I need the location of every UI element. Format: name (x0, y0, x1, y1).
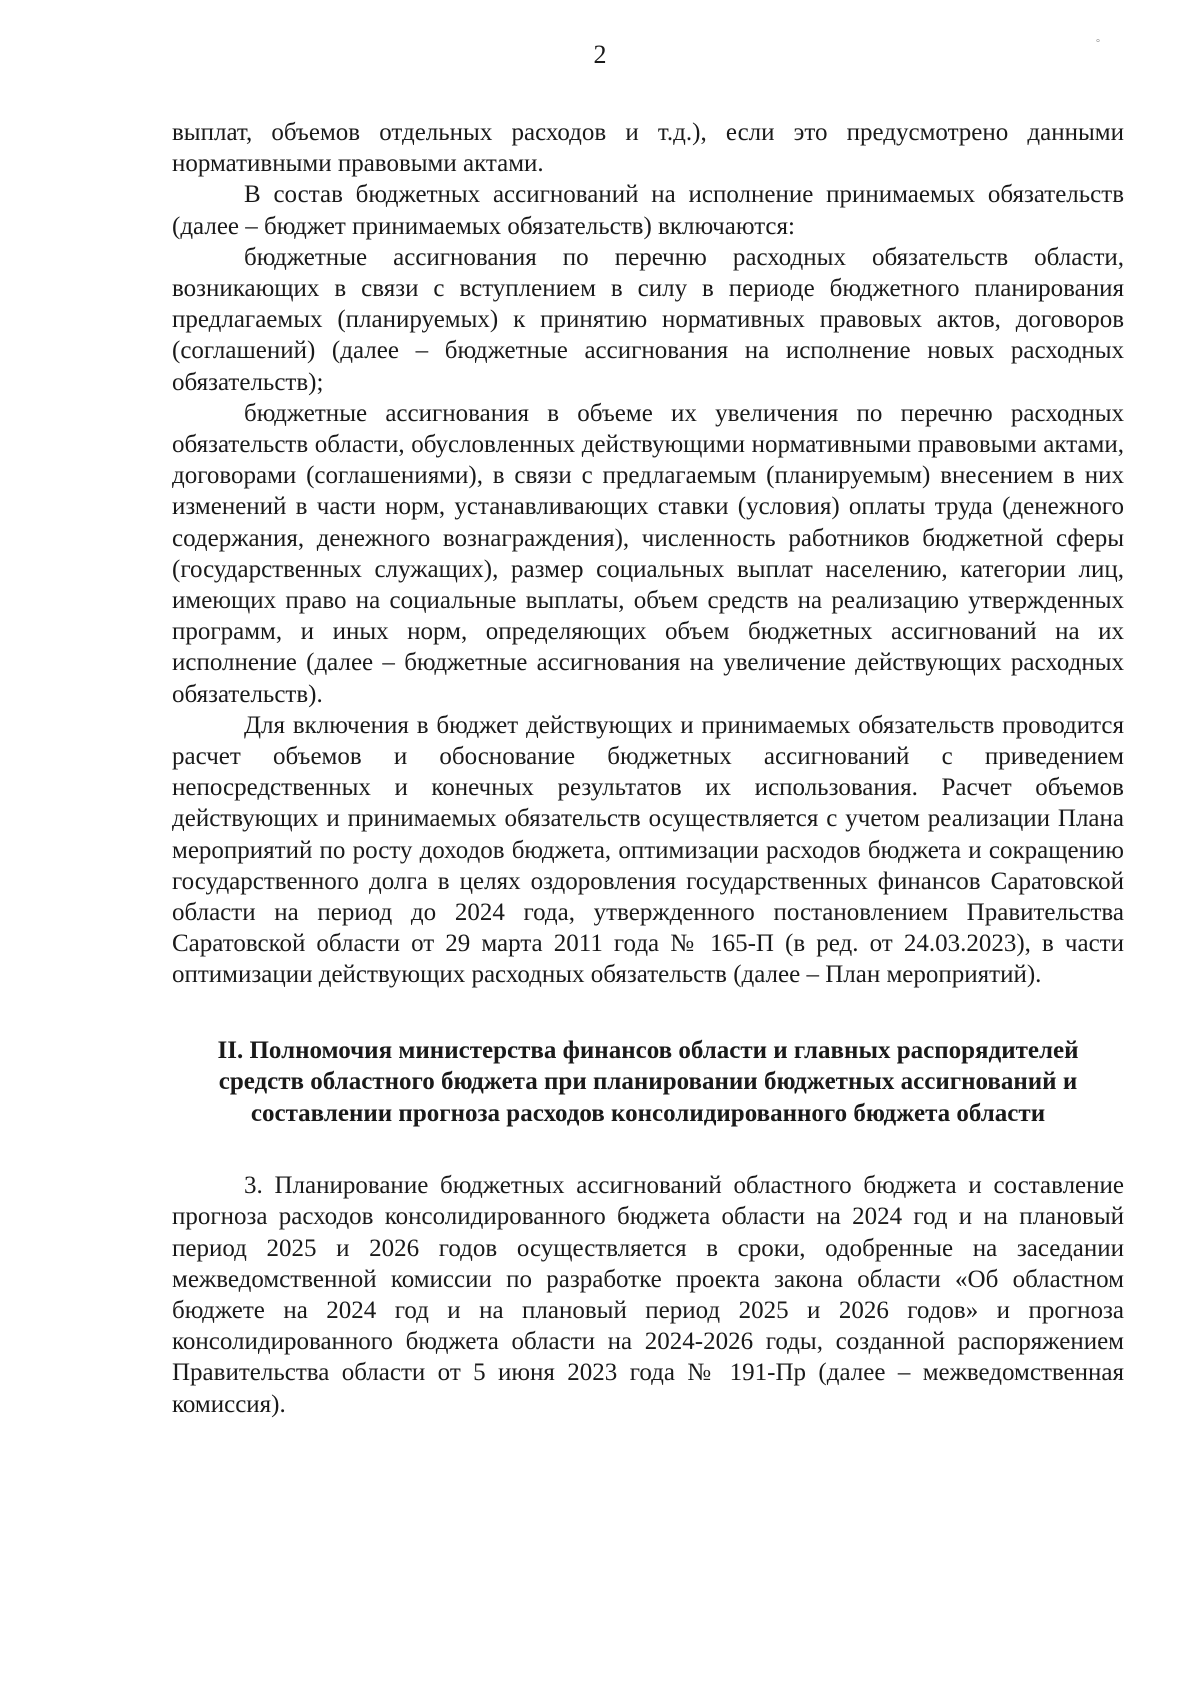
paragraph-item-3: 3. Планирование бюджетных ассигнований областного бюджета и составление прогноза расходов консолидированного бюджета области на 2024 год и на плановый период 2025 и 2026 годов осуществляется в сроки, одобренные на заседании межведомственной комиссии по разработке проекта закона области «Об областном бюджете на 2024 год и на плановый период 2025 и 2026 годов» и прогноза консолидированного бюджета области на 2024-2026 годы, созданной распоряжением Правительства области от 5 июня 2023 года № 191-Пр (далее – межведомственная комиссия). (172, 1172, 1124, 1418)
section-heading: II. Полномочия министерства финансов области и главных распорядителей средств областного бюджета при планировании бюджетных ассигнований и составлении прогноза расходов консолидированного бюджета области (217, 1036, 1079, 1127)
paragraph-calculation: Для включения в бюджет действующих и принимаемых обязательств проводится расчет объемов и обоснование бюджетных ассигнований с приведением непосредственных и конечных результатов их использования. Расчет объемов действующих и принимаемых обязательств осуществляется с учетом реализации Плана мероприятий по росту доходов бюджета, оптимизации расходов бюджета и сокращению государственного долга в целях оздоровления государственных финансов Саратовской области на период до 2024 года, утвержденного постановлением Правительства Саратовской области от 29 марта 2011 года № 165-П (в ред. от 24.03.2023), в части оптимизации действующих расходных обязательств (далее – План мероприятий). (172, 711, 1124, 989)
page-number: 2 (593, 40, 607, 69)
paragraph-new-obligations: бюджетные ассигнования по перечню расходных обязательств области, возникающих в связи с вступлением в силу в периоде бюджетного планирования предлагаемых (планируемых) к принятию нормативных правовых актов, договоров (соглашений) (далее – бюджетные ассигнования на исполнение новых расходных обязательств); (172, 243, 1124, 396)
document-body (172, 117, 1124, 1420)
paragraph-increase-obligations: бюджетные ассигнования в объеме их увеличения по перечню расходных обязательств области, обусловленных действующими нормативными правовыми актами, договорами (соглашениями), в связи с предлагаемым (планируемым) внесением в них изменений в части норм, устанавливающих ставки (условия) оплаты труда (денежного содержания, денежного вознаграждения), численность работников бюджетной сферы (государственных служащих), размер социальных выплат населению, категории лиц, имеющих право на социальные выплаты, объем средств на реализацию утвержденных программ, и иных норм, определяющих объем бюджетных ассигнований на их исполнение (далее – бюджетные ассигнования на увеличение действующих расходных обязательств). (172, 399, 1124, 708)
paragraph-obligations-intro: В состав бюджетных ассигнований на исполнение принимаемых обязательств (далее – бюджет принимаемых обязательств) включаются: (172, 181, 1124, 240)
scan-mark: ° (1096, 38, 1100, 49)
paragraph-continuation: выплат, объемов отдельных расходов и т.д.), если это предусмотрено данными нормативными правовыми актами. (172, 119, 1124, 178)
